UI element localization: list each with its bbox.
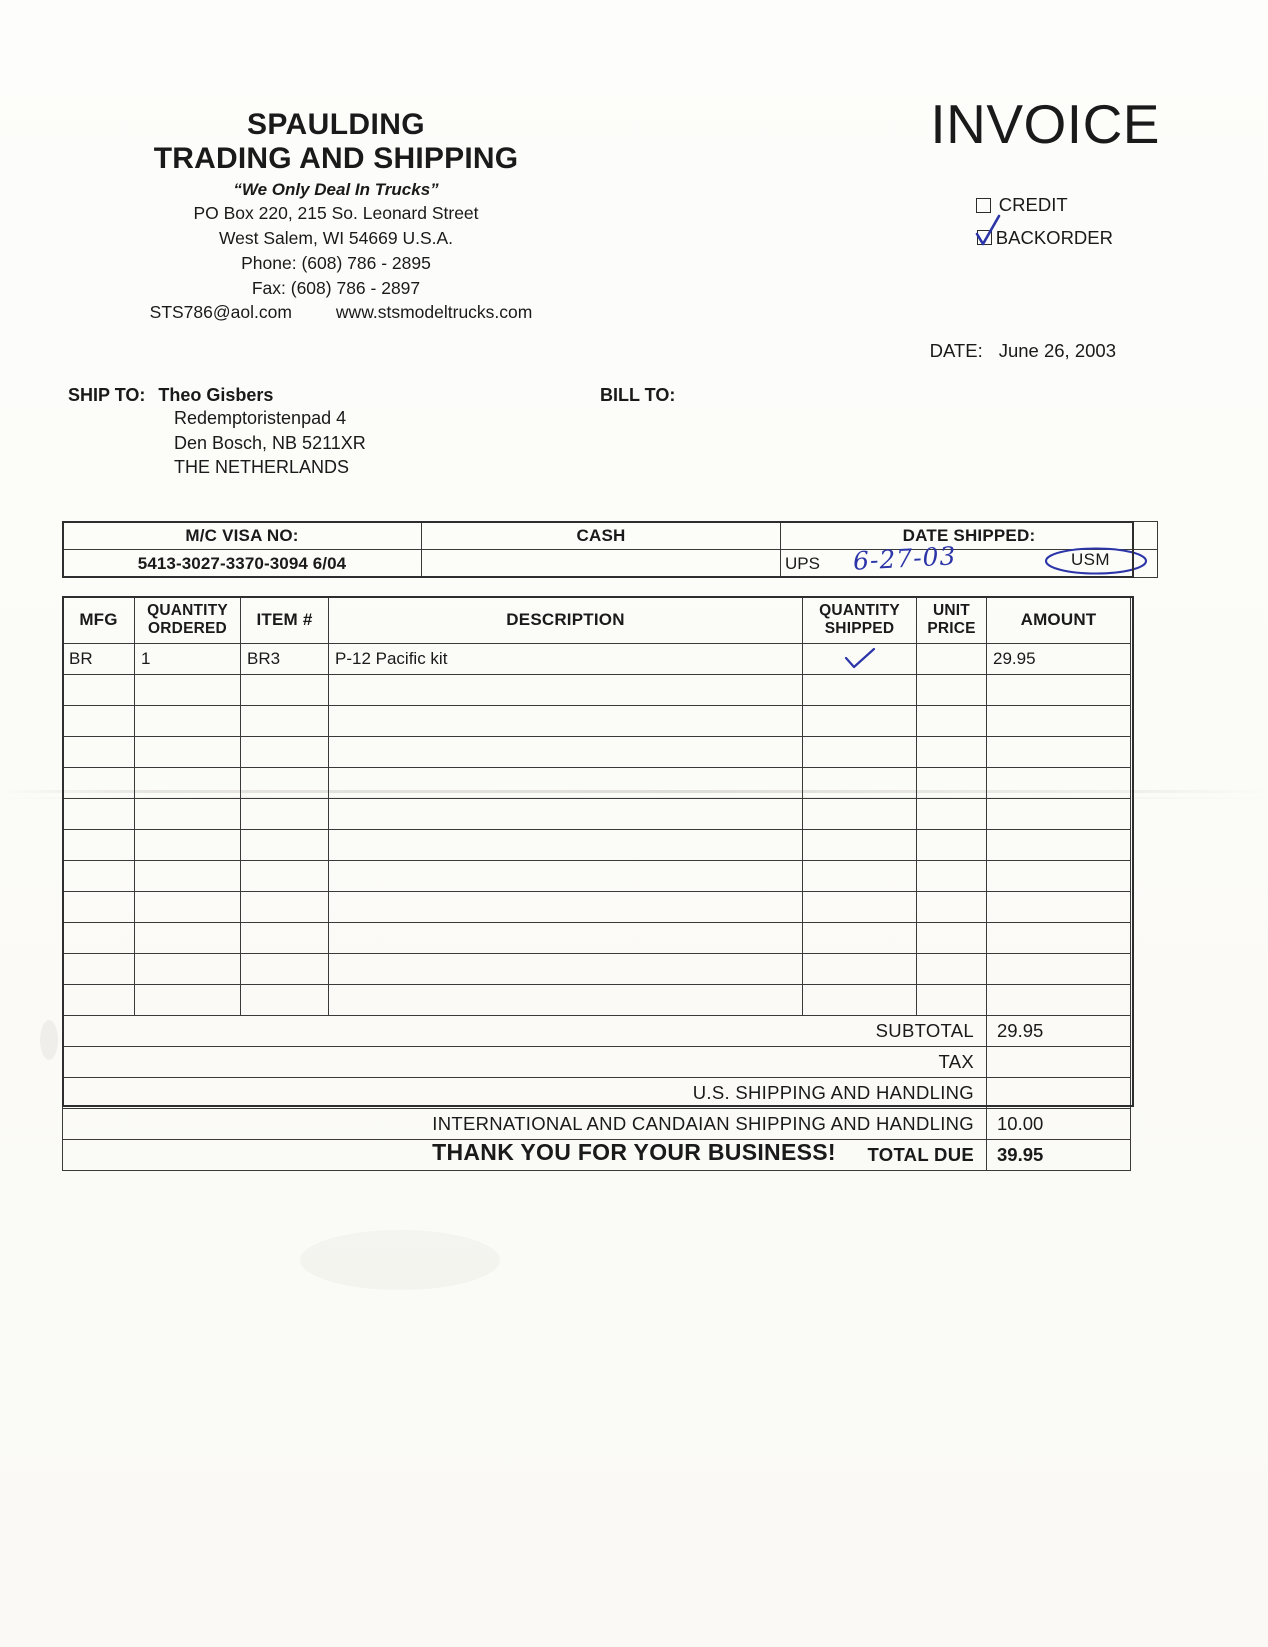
cell-empty[interactable] [63, 675, 135, 706]
cell-empty[interactable] [803, 768, 917, 799]
cell-empty[interactable] [917, 768, 987, 799]
bill-to-label: BILL TO: [600, 385, 676, 405]
cell-mfg[interactable]: BR [63, 644, 135, 675]
company-email: STS786@aol.com [149, 301, 292, 322]
cell-empty[interactable] [241, 954, 329, 985]
ship-to-address-line1: Redemptoristenpad 4 [174, 408, 347, 428]
company-website: www.stsmodeltrucks.com [335, 301, 533, 322]
card-number-cell[interactable]: 5413-3027-3370-3094 6/04 [63, 550, 422, 578]
ship-to-label: SHIP TO: [68, 385, 146, 405]
cell-unit-price[interactable] [917, 644, 987, 675]
date-shipped-header-cell: DATE SHIPPED: [781, 522, 1158, 550]
table-row-empty [63, 892, 1131, 923]
cell-empty[interactable] [987, 923, 1131, 954]
header-quantity-shipped-line2: SHIPPED [824, 620, 895, 637]
cell-empty[interactable] [329, 954, 803, 985]
cell-empty[interactable] [241, 768, 329, 799]
cell-empty[interactable] [329, 768, 803, 799]
table-row-empty [63, 954, 1131, 985]
totals-value[interactable]: 39.95 [987, 1140, 1131, 1171]
line-items-table [62, 596, 1131, 1171]
header-quantity-ordered [135, 597, 241, 644]
cell-empty[interactable] [803, 892, 917, 923]
cell-empty[interactable] [135, 892, 241, 923]
totals-label: INTERNATIONAL AND CANDAIAN SHIPPING AND HANDLING [63, 1109, 987, 1140]
cell-empty[interactable] [241, 861, 329, 892]
cash-header-cell: CASH [422, 522, 781, 550]
company-address-line1: PO Box 220, 215 So. Leonard Street [193, 203, 479, 224]
cell-empty[interactable] [917, 830, 987, 861]
cell-empty[interactable] [135, 737, 241, 768]
totals-label: TAX [63, 1047, 987, 1078]
cell-empty[interactable] [63, 706, 135, 737]
cell-empty[interactable] [329, 706, 803, 737]
cell-empty[interactable] [63, 985, 135, 1016]
cell-empty[interactable] [987, 737, 1131, 768]
cell-empty[interactable] [135, 954, 241, 985]
cell-empty[interactable] [241, 675, 329, 706]
ship-to-address-line2: Den Bosch, NB 5211XR [174, 432, 366, 453]
table-row-empty [63, 830, 1131, 861]
payment-header-row [63, 522, 1158, 550]
cell-empty[interactable] [329, 892, 803, 923]
table-row-empty [63, 923, 1131, 954]
cell-empty[interactable] [987, 954, 1131, 985]
cell-empty[interactable] [135, 830, 241, 861]
credit-option[interactable] [976, 196, 1113, 215]
company-phone: Phone: (608) 786 - 2895 [241, 253, 431, 274]
date-shipped-value-cell[interactable] [781, 541, 1158, 578]
cell-empty[interactable] [987, 768, 1131, 799]
company-header [96, 108, 576, 323]
carrier-label: UPS [785, 553, 820, 573]
cell-empty[interactable] [803, 799, 917, 830]
cell-empty[interactable] [241, 923, 329, 954]
cell-item-no[interactable]: BR3 [241, 644, 329, 675]
table-row [63, 644, 1131, 675]
cell-empty[interactable] [135, 923, 241, 954]
cell-empty[interactable] [917, 706, 987, 737]
cell-empty[interactable] [987, 706, 1131, 737]
header-item-no: ITEM # [241, 597, 329, 644]
cell-empty[interactable] [329, 675, 803, 706]
invoice-date-value: June 26, 2003 [998, 340, 1116, 361]
totals-label: SUBTOTAL [63, 1016, 987, 1047]
totals-row [63, 1047, 1131, 1078]
cell-empty[interactable] [987, 675, 1131, 706]
header-unit-price-line1: UNIT [933, 602, 970, 620]
cell-empty[interactable] [917, 985, 987, 1016]
service-code-text: USM [1071, 550, 1110, 569]
cell-empty[interactable] [803, 737, 917, 768]
invoice-date [930, 340, 1116, 362]
totals-label: TOTAL DUE [63, 1140, 987, 1171]
cell-empty[interactable] [329, 861, 803, 892]
cell-empty[interactable] [63, 923, 135, 954]
cell-empty[interactable] [135, 675, 241, 706]
table-row-empty [63, 985, 1131, 1016]
credit-label: CREDIT [998, 194, 1068, 215]
cell-empty[interactable] [917, 737, 987, 768]
cell-empty[interactable] [241, 830, 329, 861]
header-quantity-ordered-line1: QUANTITY [147, 602, 228, 620]
payment-table [62, 521, 1158, 578]
service-code-wrap [1043, 546, 1149, 576]
credit-checkbox[interactable] [976, 198, 991, 213]
header-quantity-ordered-line2: ORDERED [148, 620, 227, 637]
header-mfg: MFG [63, 597, 135, 644]
cell-empty[interactable] [135, 985, 241, 1016]
cell-empty[interactable] [329, 830, 803, 861]
cash-value-cell[interactable] [422, 550, 781, 578]
header-unit-price-line2: PRICE [927, 620, 976, 637]
cell-empty[interactable] [329, 985, 803, 1016]
cell-empty[interactable] [987, 861, 1131, 892]
header-amount: AMOUNT [987, 597, 1131, 644]
ship-to-name: Theo Gisbers [158, 385, 274, 405]
header-unit-price [917, 597, 987, 644]
cell-empty[interactable] [63, 892, 135, 923]
totals-value[interactable]: 10.00 [987, 1109, 1131, 1140]
cell-empty[interactable] [241, 799, 329, 830]
cell-empty[interactable] [987, 892, 1131, 923]
scan-smudge [40, 1020, 58, 1060]
header-quantity-shipped-line1: QUANTITY [819, 602, 900, 620]
ship-to-address [174, 406, 366, 480]
invoice-type-options [976, 196, 1113, 261]
cell-empty[interactable] [917, 954, 987, 985]
invoice-date-label: DATE: [929, 340, 983, 361]
scan-smudge [300, 1230, 500, 1290]
items-header-row [63, 597, 1131, 644]
company-fax: Fax: (608) 786 - 2897 [251, 278, 421, 298]
ship-to-country: THE NETHERLANDS [174, 457, 350, 478]
cell-empty[interactable] [241, 985, 329, 1016]
company-name-line1: SPAULDING [246, 108, 426, 141]
table-row-empty [63, 799, 1131, 830]
totals-value[interactable]: 29.95 [987, 1016, 1131, 1047]
cell-empty[interactable] [63, 737, 135, 768]
cell-empty[interactable] [63, 861, 135, 892]
company-slogan: “We Only Deal In Trucks” [233, 180, 439, 200]
thank-you-footer: THANK YOU FOR YOUR BUSINESS! [432, 1139, 836, 1165]
company-name-line2: TRADING AND SHIPPING [153, 142, 519, 176]
cell-empty[interactable] [917, 861, 987, 892]
cell-empty[interactable] [63, 799, 135, 830]
cell-empty[interactable] [241, 706, 329, 737]
cell-amount[interactable]: 29.95 [987, 644, 1131, 675]
ship-to-block [68, 385, 366, 480]
table-row-empty [63, 675, 1131, 706]
totals-row [63, 1016, 1131, 1047]
cell-empty[interactable] [329, 799, 803, 830]
totals-value[interactable] [987, 1047, 1131, 1078]
cell-empty[interactable] [917, 892, 987, 923]
cell-empty[interactable] [803, 923, 917, 954]
cell-empty[interactable] [241, 892, 329, 923]
backorder-label: BACKORDER [995, 226, 1113, 248]
cell-empty[interactable] [63, 768, 135, 799]
cell-empty[interactable] [803, 830, 917, 861]
cell-empty[interactable] [987, 985, 1131, 1016]
cell-empty[interactable] [803, 706, 917, 737]
backorder-option[interactable] [977, 226, 1113, 248]
cell-empty[interactable] [241, 737, 329, 768]
items-body [63, 644, 1131, 1016]
cell-empty[interactable] [803, 675, 917, 706]
cell-empty[interactable] [917, 923, 987, 954]
totals-row [63, 1078, 1131, 1109]
cell-empty[interactable] [135, 706, 241, 737]
totals-value[interactable] [987, 1078, 1131, 1109]
cell-empty[interactable] [329, 923, 803, 954]
cell-empty[interactable] [803, 861, 917, 892]
company-contact-row [96, 302, 576, 323]
cell-quantity-shipped[interactable] [803, 644, 917, 675]
company-address-line2: West Salem, WI 54669 U.S.A. [218, 228, 454, 249]
cell-empty[interactable] [917, 799, 987, 830]
cell-empty[interactable] [987, 830, 1131, 861]
header-quantity-shipped [803, 597, 917, 644]
totals-label: U.S. SHIPPING AND HANDLING [63, 1078, 987, 1109]
cell-empty[interactable] [63, 954, 135, 985]
header-description: DESCRIPTION [329, 597, 803, 644]
cell-empty[interactable] [135, 768, 241, 799]
cell-quantity-ordered[interactable]: 1 [135, 644, 241, 675]
cell-empty[interactable] [135, 799, 241, 830]
table-row-empty [63, 706, 1131, 737]
backorder-checkbox[interactable] [977, 230, 992, 245]
handwritten-ship-date: 6-27-03 [852, 541, 958, 576]
cell-empty[interactable] [803, 985, 917, 1016]
table-row-empty [63, 737, 1131, 768]
ship-to-head [68, 385, 366, 406]
cell-description[interactable]: P-12 Pacific kit [329, 644, 803, 675]
payment-value-row [63, 550, 1158, 578]
cell-empty[interactable] [329, 737, 803, 768]
table-row-empty [63, 861, 1131, 892]
cell-empty[interactable] [63, 830, 135, 861]
cell-empty[interactable] [917, 675, 987, 706]
handwritten-check-icon [843, 647, 877, 671]
card-header-cell: M/C VISA NO: [63, 522, 422, 550]
totals-row [63, 1109, 1131, 1140]
cell-empty[interactable] [803, 954, 917, 985]
cell-empty[interactable] [987, 799, 1131, 830]
cell-empty[interactable] [135, 861, 241, 892]
table-row-empty [63, 768, 1131, 799]
invoice-title: INVOICE [930, 93, 1160, 155]
